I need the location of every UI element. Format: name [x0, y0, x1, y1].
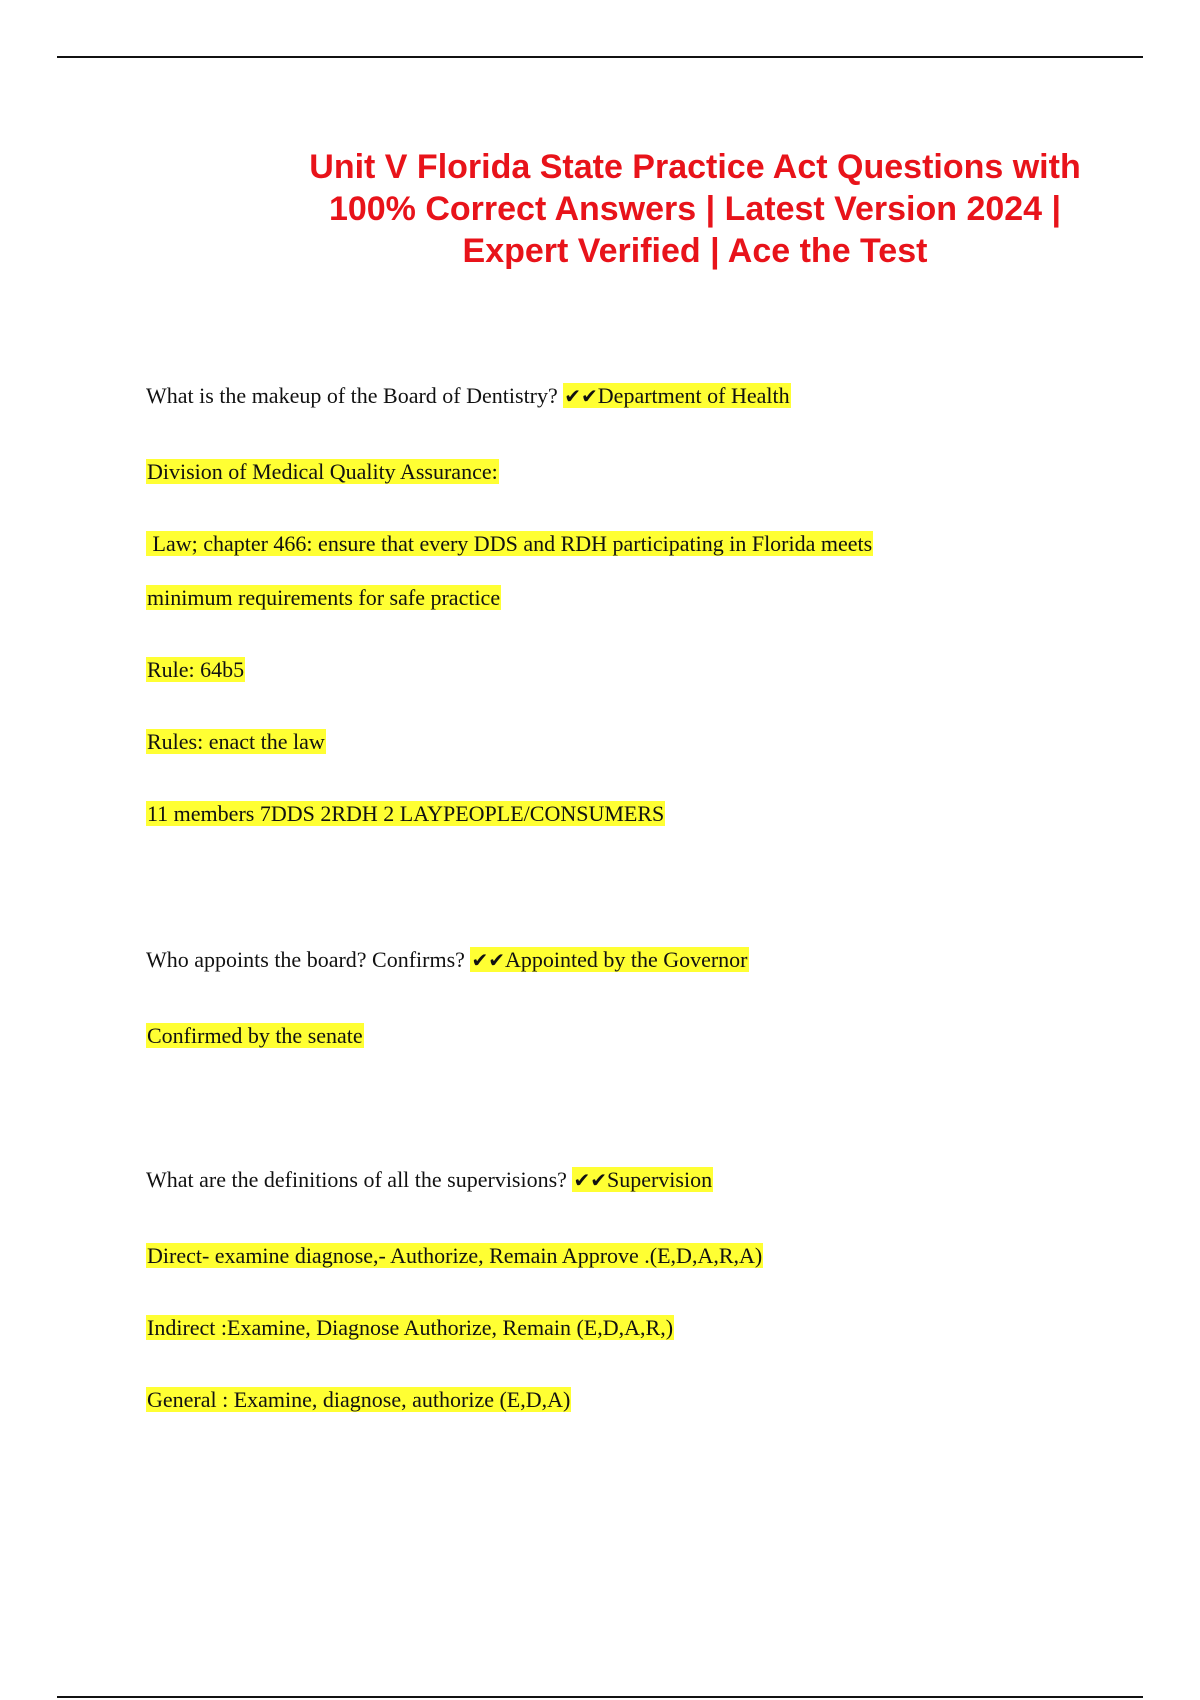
answer-line [146, 1242, 763, 1270]
question-line [146, 1166, 713, 1194]
document-title: Unit V Florida State Practice Act Questions with 100% Correct Answers | Latest Version 2024 | Expert Verified | Ace the Test [309, 148, 1081, 270]
answer-line-text: General : Examine, diagnose, authorize (E,D,A) [147, 1387, 571, 1412]
answer-line-text: Law; chapter 466: ensure that every DDS and RDH participating in Florida meets [147, 531, 873, 556]
answer-lead [470, 947, 748, 972]
question-text: What is the makeup of the Board of Dentistry? [146, 383, 558, 408]
question-line [146, 946, 749, 974]
answer-lead [572, 1167, 713, 1192]
answer-lead-text: Appointed by the Governor [504, 947, 748, 972]
bottom-rule [57, 1696, 1143, 1698]
answer-lead-text: Supervision [606, 1167, 713, 1192]
answer-line [146, 530, 873, 558]
answer-line [146, 584, 501, 612]
answer-line [146, 800, 665, 828]
answer-line [146, 458, 499, 486]
checkmark-icon: ✔✔ [573, 1168, 607, 1192]
answer-line-text: minimum requirements for safe practice [147, 585, 501, 610]
answer-line [146, 656, 245, 684]
answer-line [146, 728, 326, 756]
question-text: Who appoints the board? Confirms? [146, 947, 465, 972]
answer-line [146, 1314, 674, 1342]
answer-line-text: Division of Medical Quality Assurance: [147, 459, 498, 484]
answer-line-text: Rules: enact the law [147, 729, 325, 754]
answer-line-text: Confirmed by the senate [147, 1023, 363, 1048]
answer-line-text: 11 members 7DDS 2RDH 2 LAYPEOPLE/CONSUMERS [147, 801, 665, 826]
answer-line [146, 1022, 364, 1050]
question-text: What are the definitions of all the supervisions? [146, 1167, 567, 1192]
answer-line-text: Rule: 64b5 [147, 657, 245, 682]
answer-line-text: Indirect :Examine, Diagnose Authorize, Remain (E,D,A,R,) [147, 1315, 674, 1340]
top-rule [57, 56, 1143, 58]
checkmark-icon: ✔✔ [471, 948, 505, 972]
question-line [146, 382, 791, 410]
answer-line [146, 1386, 571, 1414]
answer-lead-text: Department of Health [597, 383, 790, 408]
checkmark-icon: ✔✔ [564, 384, 598, 408]
answer-line-text: Direct- examine diagnose,- Authorize, Remain Approve .(E,D,A,R,A) [147, 1243, 763, 1268]
answer-lead [563, 383, 790, 408]
